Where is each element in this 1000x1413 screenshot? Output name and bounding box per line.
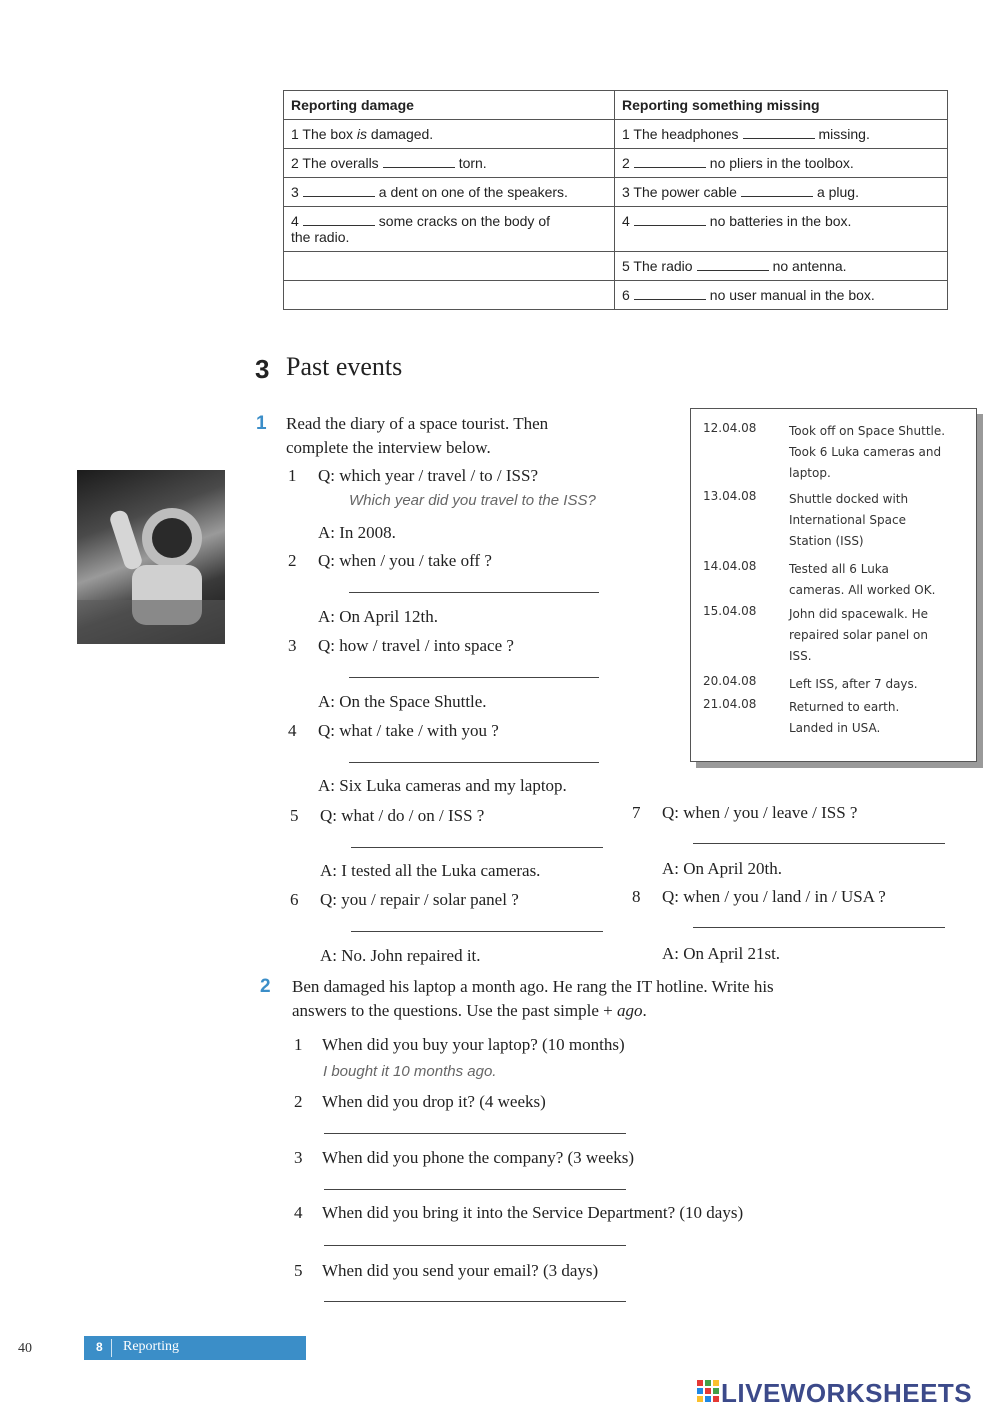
- answer: A: On April 20th.: [662, 859, 782, 878]
- table-cell: 4 no batteries in the box.: [615, 207, 948, 252]
- answer-line[interactable]: [324, 1189, 626, 1190]
- table-header-damage: Reporting damage: [284, 91, 615, 120]
- instruction-line: answers to the questions. Use the past simple + ago.: [292, 1001, 647, 1020]
- answer: A: Six Luka cameras and my laptop.: [318, 776, 567, 795]
- answer: A: I tested all the Luka cameras.: [320, 861, 541, 880]
- table-row: [284, 281, 948, 310]
- table-row: [284, 178, 948, 207]
- question: When did you buy your laptop? (10 months): [322, 1035, 625, 1054]
- section-title: Past events: [286, 352, 403, 381]
- unit-title: Reporting: [123, 1339, 179, 1354]
- item-number: 4: [294, 1203, 303, 1222]
- astronaut-photo: [77, 470, 225, 644]
- table-cell: 3 The power cable a plug.: [615, 178, 948, 207]
- table-cell: 5 The radio no antenna.: [615, 252, 948, 281]
- answer-line[interactable]: [324, 1301, 626, 1302]
- instruction-line: complete the interview below.: [286, 438, 491, 457]
- table-row: [284, 252, 948, 281]
- table-cell: 3 a dent on one of the speakers.: [284, 178, 615, 207]
- answer-blank[interactable]: [634, 215, 706, 226]
- question: Q: what / do / on / ISS ?: [320, 806, 485, 825]
- question: When did you bring it into the Service Department? (10 days): [322, 1203, 744, 1222]
- answer-line[interactable]: [324, 1245, 626, 1246]
- answer-blank[interactable]: [303, 215, 375, 226]
- question: Q: how / travel / into space ?: [318, 636, 514, 655]
- unit-number: 8: [96, 1340, 103, 1354]
- answer-blank[interactable]: [303, 186, 375, 197]
- table-header-missing: Reporting something missing: [615, 91, 948, 120]
- divider: [111, 1339, 112, 1357]
- answer-blank[interactable]: [634, 157, 706, 168]
- diary-note: 12.04.08 Took off on Space Shuttle. Took 6 Luka cameras and laptop. 13.04.08 Shuttle docked with International Space Station (ISS) 14.04.08 Tested all 6 Luka cameras. All worked OK. 15.04.08 John did spacewalk. He repaired solar panel on ISS. 20.04.08 Left ISS, after 7 days. 21.04.08 Returned to earth. Landed in USA.: [690, 408, 977, 762]
- table-cell: 1 The box is damaged.: [284, 120, 615, 149]
- question: When did you send your email? (3 days): [322, 1261, 599, 1280]
- table-row: [284, 207, 948, 252]
- question: Q: you / repair / solar panel ?: [320, 890, 519, 909]
- item-number: 1: [294, 1035, 303, 1054]
- answer: A: On the Space Shuttle.: [318, 692, 487, 711]
- answer-blank[interactable]: [743, 128, 815, 139]
- item-number: 1: [288, 466, 297, 485]
- answer-blank[interactable]: [741, 186, 813, 197]
- table-cell: 1 The headphones missing.: [615, 120, 948, 149]
- unit-banner: [84, 1336, 306, 1360]
- answer-line[interactable]: [349, 592, 599, 593]
- page-number: 40: [18, 1341, 32, 1356]
- answer: A: In 2008.: [318, 523, 396, 542]
- answer-blank[interactable]: [383, 157, 455, 168]
- exercise-number: 1: [256, 413, 267, 434]
- question: Q: what / take / with you ?: [318, 721, 499, 740]
- answer-line[interactable]: [324, 1133, 626, 1134]
- answer-line[interactable]: [693, 843, 945, 844]
- table-row: [284, 149, 948, 178]
- item-number: 4: [288, 721, 297, 740]
- astronaut-image: [77, 470, 225, 644]
- answer: A: On April 21st.: [662, 944, 781, 963]
- answer-line[interactable]: [351, 931, 603, 932]
- answer: A: No. John repaired it.: [320, 946, 481, 965]
- answer-line[interactable]: [349, 677, 599, 678]
- exercise-number: 2: [260, 976, 271, 997]
- liveworksheets-logo: [697, 1378, 997, 1410]
- answer-blank[interactable]: [634, 289, 706, 300]
- table-cell: 4 some cracks on the body of the radio.: [284, 207, 615, 252]
- table-cell: 2 The overalls torn.: [284, 149, 615, 178]
- example-answer: Which year did you travel to the ISS?: [349, 492, 596, 509]
- logo-icon: [697, 1380, 719, 1408]
- table-cell-empty: [284, 252, 615, 281]
- question: Q: when / you / land / in / USA ?: [662, 887, 886, 906]
- instruction-line: Ben damaged his laptop a month ago. He rang the IT hotline. Write his: [292, 977, 774, 996]
- table-cell: 6 no user manual in the box.: [615, 281, 948, 310]
- section-number: 3: [255, 354, 270, 384]
- item-number: 6: [290, 890, 299, 909]
- question: Q: when / you / leave / ISS ?: [662, 803, 858, 822]
- item-number: 5: [294, 1261, 303, 1280]
- item-number: 3: [288, 636, 297, 655]
- question: Q: when / you / take off ?: [318, 551, 492, 570]
- table-row: [284, 120, 948, 149]
- item-number: 7: [632, 803, 641, 822]
- instruction-line: Read the diary of a space tourist. Then: [286, 414, 549, 433]
- example-answer: I bought it 10 months ago.: [323, 1063, 497, 1080]
- item-number: 5: [290, 806, 299, 825]
- question: Q: which year / travel / to / ISS?: [318, 466, 539, 485]
- table-cell: 2 no pliers in the toolbox.: [615, 149, 948, 178]
- reporting-table: [283, 90, 948, 310]
- answer-line[interactable]: [349, 762, 599, 763]
- table-cell-empty: [284, 281, 615, 310]
- answer: A: On April 12th.: [318, 607, 438, 626]
- question: When did you drop it? (4 weeks): [322, 1092, 546, 1111]
- answer-line[interactable]: [693, 927, 945, 928]
- item-number: 8: [632, 887, 641, 906]
- answer-blank[interactable]: [697, 260, 769, 271]
- question: When did you phone the company? (3 weeks): [322, 1148, 635, 1167]
- item-number: 2: [288, 551, 297, 570]
- logo-text: LIVEWORKSHEETS: [721, 1378, 973, 1408]
- item-number: 2: [294, 1092, 303, 1111]
- answer-line[interactable]: [351, 847, 603, 848]
- item-number: 3: [294, 1148, 303, 1167]
